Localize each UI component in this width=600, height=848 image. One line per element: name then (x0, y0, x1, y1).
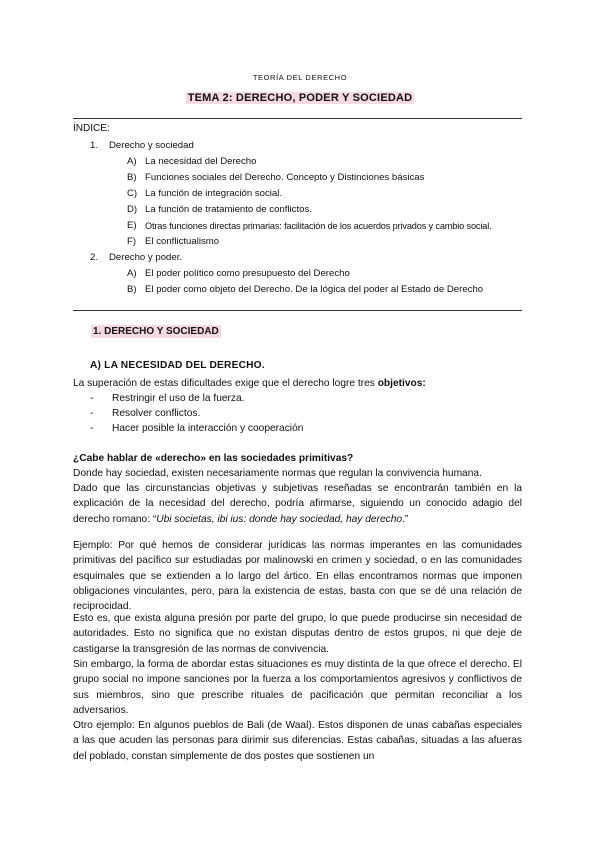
index-section-1-label: Derecho y sociedad (109, 140, 194, 151)
section-heading (91, 326, 221, 337)
section-heading-text: 1. DERECHO Y SOCIEDAD (93, 326, 219, 337)
index-item-text: Otras funciones directas primarias: facilitación de los acuerdos privados y cambio social. (145, 221, 492, 231)
index-heading: ÍNDICE: (73, 123, 110, 134)
index-section-2-label: Derecho y poder. (109, 252, 183, 263)
objectives-label: objetivos: (377, 378, 426, 389)
index-item-text: La necesidad del Derecho (145, 156, 257, 167)
subject-header: TEORÍA DEL DERECHO (252, 73, 348, 82)
index-section-1-num: 1. (90, 140, 99, 151)
objectives-list (90, 391, 303, 437)
topic-title (0, 88, 600, 106)
index-item-text: El poder como objeto del Derecho. De la lógica del poder al Estado de Derecho (145, 284, 484, 295)
divider-top (73, 118, 522, 119)
subsection-heading: A) LA NECESIDAD DEL DERECHO. (90, 360, 265, 371)
index-item-text: Funciones sociales del Derecho. Concepto y Distinciones básicas (145, 172, 425, 183)
paragraph-6: Otro ejemplo: En algunos pueblos de Bali (de Waal). Estos disponen de unas cabañas especiales a las que acuden las personas para dirimir sus diferencias. Estas cabañas, situadas a las afueras del poblado, constan simplemente de dos postes que sostienen un (73, 720, 522, 762)
paragraph-3: Ejemplo: Por qué hemos de considerar jurídicas las normas imperantes en las comunidades primitivas del pacífico sur estudiadas por malinowski en crimen y sociedad, o en las comunidades esquimales que se extienden a lo largo del ártico. En ellas encontramos normas que imponen obligaciones vinculantes, pero, para la existencia de estas, basta con que se dé una relación de reciprocidad. (73, 540, 522, 613)
index-item-letter: F) (127, 236, 137, 247)
index-item-letter: B) (127, 284, 137, 295)
divider-bottom (73, 310, 522, 311)
intro-paragraph: La superación de estas dificultades exige que el derecho logre tres objetivos: (73, 378, 426, 389)
topic-title-text: TEMA 2: DERECHO, PODER Y SOCIEDAD (187, 92, 413, 104)
index-item-letter: A) (127, 268, 137, 279)
paragraph-4: Esto es, que exista alguna presión por parte del grupo, lo que puede producirse sin necesidad de autoridades. Esto no significa que no existan disputas dentro de estos grupos, ni que deje de castigarse la transgresión de las normas de convivencia. (73, 613, 522, 655)
index-item-letter: A) (127, 156, 137, 167)
latin-quote: Ubi societas, ibi ius: donde hay sociedad, hay derecho (156, 513, 403, 525)
index-item-letter: D) (127, 204, 138, 215)
index-section-2-num: 2. (90, 252, 99, 263)
question-heading: ¿Cabe hablar de «derecho» en las sociedades primitivas? (73, 453, 354, 464)
index-item-text: El conflictualismo (145, 236, 220, 247)
paragraph-2: Dado que las circunstancias objetivas y subjetivas reseñadas se encontrarán también en la explicación de la necesidad del derecho, podría afirmarse, siguiendo un conocido adagio del derecho romano: “Ubi societas, ibi ius: donde hay sociedad, hay derecho.” (73, 483, 522, 525)
paragraph-5: Sin embargo, la forma de abordar estas situaciones es muy distinta de la que ofrece el derecho. El grupo social no impone sanciones por la fuerza a los comportamientos agresivos y conflictivos de sus miembros, sino que prescribe rituales de pacificación que permitan reconciliar a los adversarios. (73, 659, 522, 716)
index-item-text: La función de integración social. (145, 188, 283, 199)
index-item-letter: E) (127, 220, 137, 231)
paragraph-1: Donde hay sociedad, existen necesariamente normas que regulan la convivencia humana. (73, 468, 482, 479)
list-item: - Hacer posible la interacción y cooperación (90, 423, 304, 435)
index-section-1 (90, 138, 98, 154)
index-item-text: El poder político como presupuesto del Derecho (145, 268, 350, 279)
list-item: - Resolver conflictos. (90, 408, 201, 420)
list-item: - Restringir el uso de la fuerza. (90, 393, 245, 404)
index-item-letter: C) (127, 188, 138, 199)
index-item-letter: B) (127, 172, 137, 183)
index-item-text: La función de tratamiento de conflictos. (145, 204, 312, 215)
